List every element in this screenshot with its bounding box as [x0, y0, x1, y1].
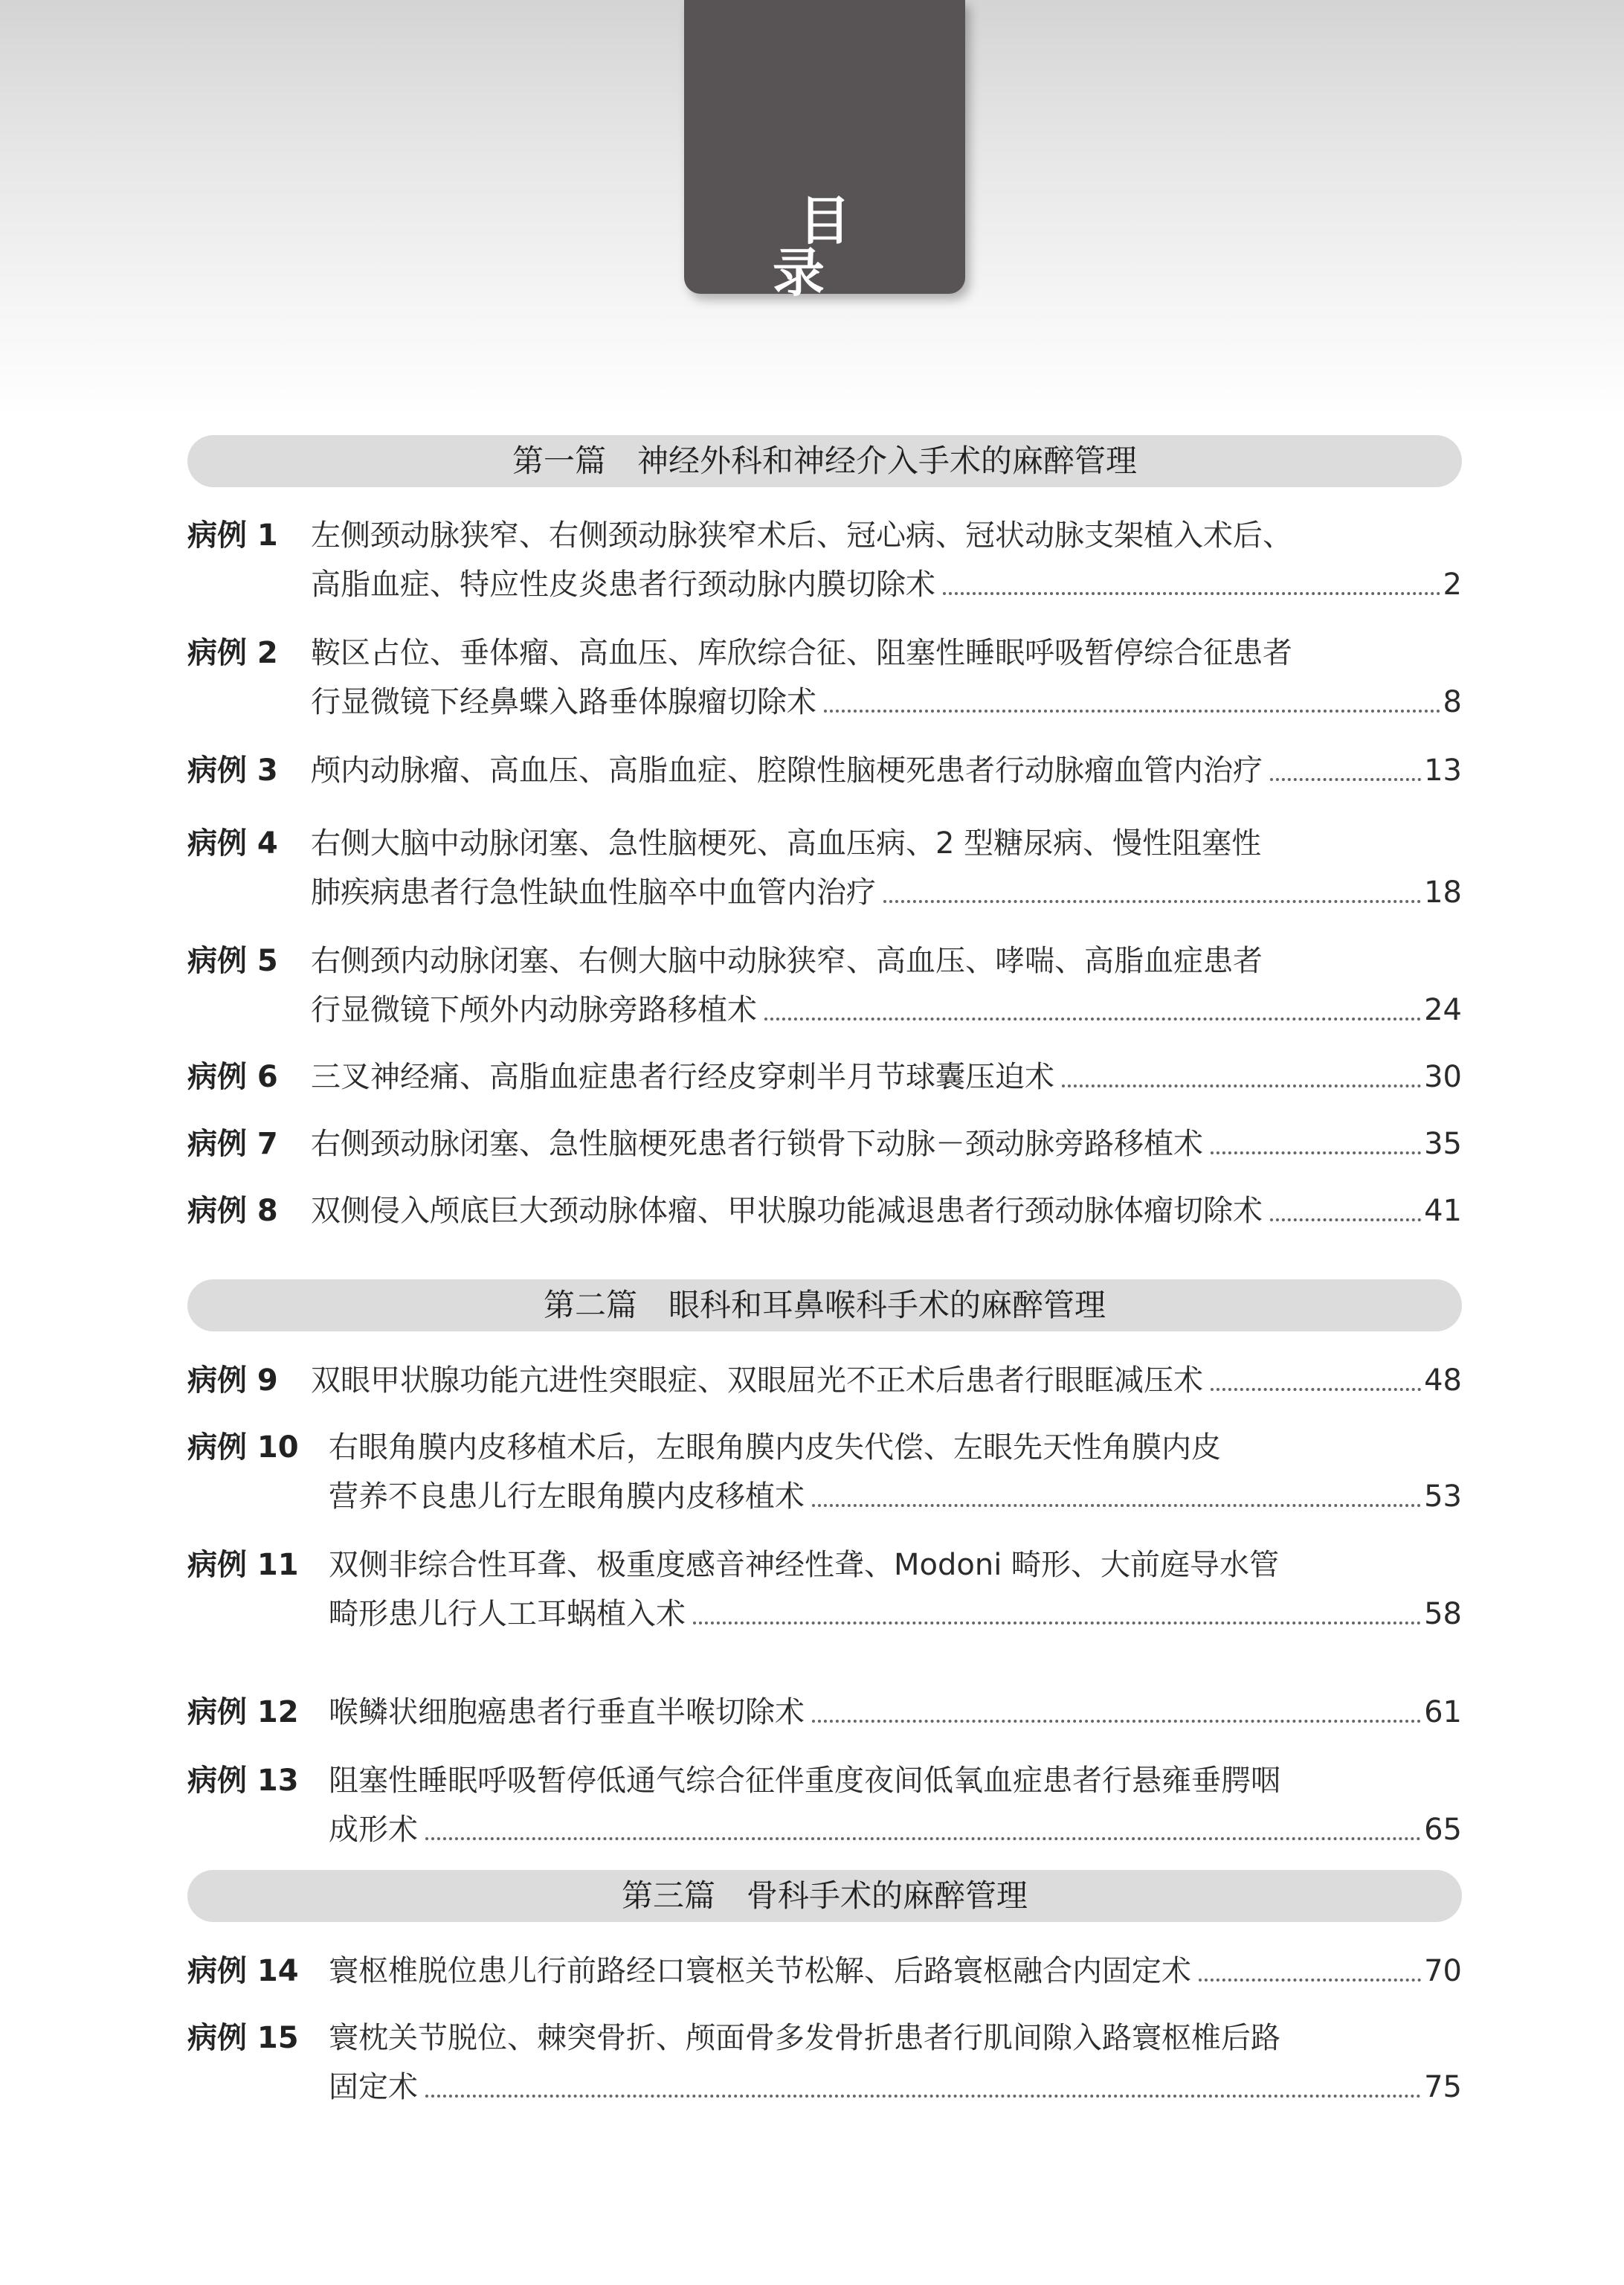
case-title-row	[329, 1807, 1462, 1852]
page-number: 53	[1424, 1479, 1462, 1514]
case-title-row	[311, 1358, 1462, 1403]
case-title-row	[311, 1122, 1462, 1166]
toc-entry[interactable]	[187, 1690, 1462, 1739]
dot-leader	[812, 1504, 1421, 1507]
dot-leader	[764, 1018, 1421, 1021]
case-label: 病例 5	[187, 944, 278, 978]
toc-entry[interactable]	[187, 821, 1462, 919]
case-label: 病例 8	[187, 1194, 278, 1228]
dot-leader	[1211, 1151, 1421, 1154]
case-label: 病例 2	[187, 636, 278, 670]
dot-leader	[883, 900, 1421, 903]
case-title-line: 右眼角膜内皮移植术后，左眼角膜内皮失代偿、左眼先天性角膜内皮	[329, 1430, 1221, 1465]
dot-leader	[425, 1837, 1421, 1840]
case-title-line: 畸形患儿行人工耳蜗植入术	[329, 1597, 686, 1631]
page-number: 2	[1443, 568, 1462, 602]
case-title-line: 右侧颈内动脉闭塞、右侧大脑中动脉狭窄、高血压、哮喘、高脂血症患者	[311, 944, 1263, 978]
dot-leader	[812, 1720, 1421, 1723]
part-title: 第一篇 神经外科和神经介入手术的麻醉管理	[512, 443, 1137, 479]
case-label: 病例 7	[187, 1127, 278, 1161]
part-heading-bar	[187, 435, 1462, 487]
case-label: 病例 15	[187, 2021, 299, 2055]
case-title-line: 固定术	[329, 2070, 418, 2104]
case-label: 病例 6	[187, 1060, 278, 1094]
case-label: 病例 9	[187, 1363, 278, 1398]
case-title-row	[311, 748, 1462, 793]
dot-leader	[943, 592, 1440, 595]
case-title-line: 寰枕关节脱位、棘突骨折、颅面骨多发骨折患者行肌间隙入路寰枢椎后路	[329, 2021, 1280, 2055]
toc-entry[interactable]	[187, 1358, 1462, 1407]
dot-leader	[1062, 1084, 1421, 1087]
case-title-line: 三叉神经痛、高脂血症患者行经皮穿刺半月节球囊压迫术	[311, 1060, 1054, 1094]
case-title-row	[329, 1474, 1462, 1519]
toc-title: 目 录	[773, 190, 903, 303]
case-title-row	[329, 1690, 1462, 1735]
dot-leader	[1211, 1388, 1421, 1391]
toc-entry[interactable]	[187, 1122, 1462, 1171]
case-title-line: 行显微镜下颅外内动脉旁路移植术	[311, 993, 757, 1027]
toc-entry[interactable]	[187, 513, 1462, 611]
case-title-row	[329, 2065, 1462, 2109]
case-title-row	[311, 680, 1462, 724]
case-title-line: 双侧非综合性耳聋、极重度感音神经性聋、Modoni 畸形、大前庭导水管	[329, 1548, 1280, 1582]
page-number: 75	[1424, 2070, 1462, 2104]
case-title-line: 右侧大脑中动脉闭塞、急性脑梗死、高血压病、2 型糖尿病、慢性阻塞性	[311, 826, 1262, 861]
page-number: 41	[1424, 1194, 1462, 1228]
part-title: 第二篇 眼科和耳鼻喉科手术的麻醉管理	[543, 1287, 1106, 1323]
case-title-line: 双眼甲状腺功能亢进性突眼症、双眼屈光不正术后患者行眼眶减压术	[311, 1363, 1203, 1398]
case-title-line: 鞍区占位、垂体瘤、高血压、库欣综合征、阻塞性睡眠呼吸暂停综合征患者	[311, 636, 1292, 670]
page-number: 70	[1424, 1954, 1462, 1988]
toc-entry[interactable]	[187, 1055, 1462, 1104]
case-title-row	[329, 1592, 1462, 1636]
case-title-line: 行显微镜下经鼻蝶入路垂体腺瘤切除术	[311, 685, 816, 719]
case-title-line: 高脂血症、特应性皮炎患者行颈动脉内膜切除术	[311, 568, 935, 602]
dot-leader	[1199, 1979, 1421, 1982]
case-title-line: 右侧颈动脉闭塞、急性脑梗死患者行锁骨下动脉－颈动脉旁路移植术	[311, 1127, 1203, 1161]
case-title-line: 阻塞性睡眠呼吸暂停低通气综合征伴重度夜间低氧血症患者行悬雍垂腭咽	[329, 1764, 1280, 1798]
case-label: 病例 14	[187, 1954, 299, 1988]
dot-leader	[425, 2095, 1421, 2098]
case-label: 病例 4	[187, 826, 278, 861]
case-label: 病例 10	[187, 1430, 299, 1465]
page-number: 35	[1424, 1127, 1462, 1161]
toc-entry[interactable]	[187, 1189, 1462, 1238]
toc-entry[interactable]	[187, 1758, 1462, 1857]
case-title-line: 颅内动脉瘤、高血压、高脂血症、腔隙性脑梗死患者行动脉瘤血管内治疗	[311, 753, 1263, 788]
part-title: 第三篇 骨科手术的麻醉管理	[621, 1877, 1028, 1914]
toc-entry[interactable]	[187, 1949, 1462, 1998]
case-label: 病例 1	[187, 518, 278, 553]
case-label: 病例 3	[187, 753, 278, 788]
part-heading-bar	[187, 1870, 1462, 1922]
page-number: 65	[1424, 1813, 1462, 1847]
case-title-line: 肺疾病患者行急性缺血性脑卒中血管内治疗	[311, 875, 876, 910]
case-title-line: 寰枢椎脱位患儿行前路经口寰枢关节松解、后路寰枢融合内固定术	[329, 1954, 1191, 1988]
toc-entry[interactable]	[187, 1543, 1462, 1641]
page-number: 58	[1424, 1597, 1462, 1631]
case-title-line: 左侧颈动脉狭窄、右侧颈动脉狭窄术后、冠心病、冠状动脉支架植入术后、	[311, 518, 1292, 553]
part-heading-bar	[187, 1279, 1462, 1331]
page-number: 18	[1424, 875, 1462, 910]
toc-title-tab	[684, 0, 965, 303]
case-title-row	[311, 562, 1462, 607]
toc-entry[interactable]	[187, 1425, 1462, 1523]
case-title-line: 营养不良患儿行左眼角膜内皮移植术	[329, 1479, 805, 1514]
dot-leader	[1270, 778, 1421, 781]
case-title-line: 喉鳞状细胞癌患者行垂直半喉切除术	[329, 1695, 805, 1729]
toc-entry[interactable]	[187, 2016, 1462, 2114]
page-number: 30	[1424, 1060, 1462, 1094]
toc-entry[interactable]	[187, 939, 1462, 1037]
case-label: 病例 11	[187, 1548, 299, 1582]
case-title-line: 成形术	[329, 1813, 418, 1847]
case-title-row	[311, 1055, 1462, 1099]
dot-leader	[1270, 1218, 1421, 1221]
dot-leader	[824, 710, 1440, 713]
case-label: 病例 13	[187, 1764, 299, 1798]
toc-entry[interactable]	[187, 748, 1462, 797]
case-title-row	[329, 1949, 1462, 1993]
toc-entry[interactable]	[187, 631, 1462, 729]
case-title-row	[311, 1189, 1462, 1233]
page-number: 13	[1424, 753, 1462, 788]
case-label: 病例 12	[187, 1695, 299, 1729]
page-number: 8	[1443, 685, 1462, 719]
page-number: 61	[1424, 1695, 1462, 1729]
page-number: 48	[1424, 1363, 1462, 1398]
case-title-row	[311, 870, 1462, 915]
case-title-line: 双侧侵入颅底巨大颈动脉体瘤、甲状腺功能减退患者行颈动脉体瘤切除术	[311, 1194, 1263, 1228]
dot-leader	[693, 1622, 1421, 1624]
case-title-row	[311, 988, 1462, 1032]
page-number: 24	[1424, 993, 1462, 1027]
